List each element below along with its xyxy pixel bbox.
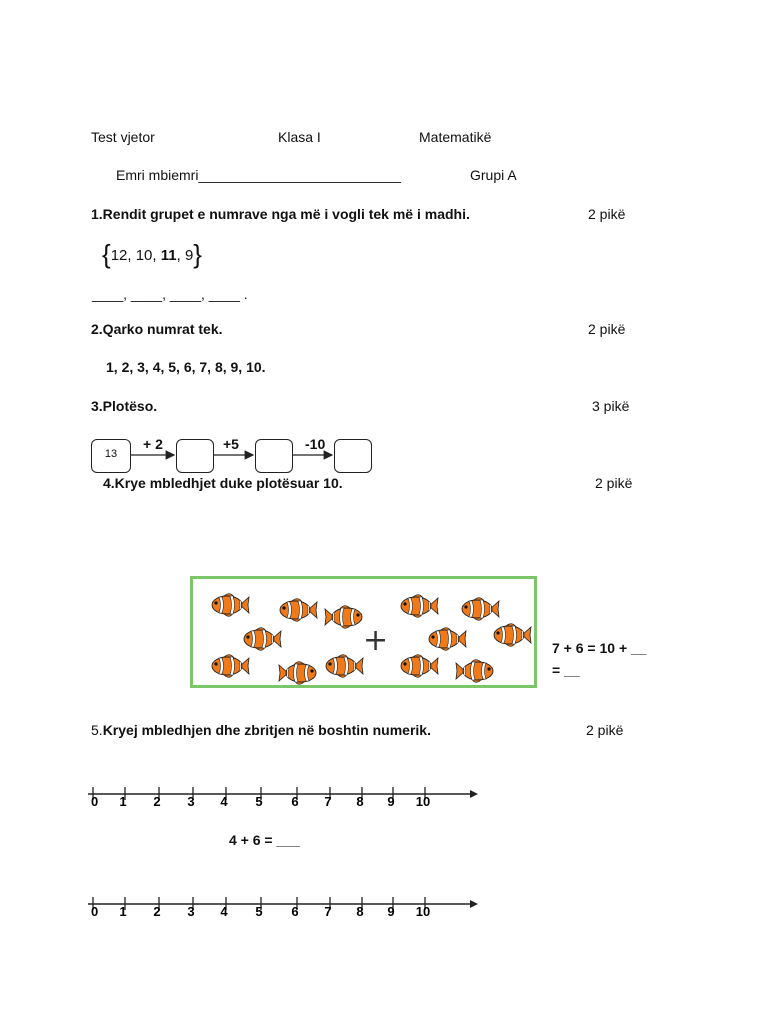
- number-line-tick-label: 5: [255, 794, 263, 809]
- q3-start-value: 13: [104, 448, 118, 460]
- number-line-tick-label: 0: [91, 794, 99, 809]
- clownfish-icon: [399, 653, 439, 679]
- set-number: 11: [160, 247, 177, 264]
- q3-step-1: + 2: [143, 436, 163, 452]
- q5-title-text: Kryej mbledhjen dhe zbritjen në boshtin numerik.: [102, 722, 431, 738]
- q3-points: 3 pikë: [592, 398, 630, 414]
- q4-equation-line-1: 7 + 6 = 10 + __: [552, 640, 647, 656]
- number-line-tick-label: 2: [153, 904, 161, 919]
- clownfish-icon: [278, 597, 318, 623]
- number-line-tick-label: 4: [220, 904, 228, 919]
- test-title: Test vjetor: [91, 129, 155, 145]
- q4-title: 4.Krye mbledhjet duke plotësuar 10.: [103, 475, 343, 491]
- set-number: 10: [135, 247, 153, 264]
- set-number: 12: [110, 247, 128, 264]
- q3-step-2: +5: [223, 436, 239, 452]
- clownfish-icon: [427, 626, 467, 652]
- number-line-2: [0, 880, 520, 930]
- number-line-tick-label: 6: [291, 794, 299, 809]
- clownfish-icon: [399, 593, 439, 619]
- set-number: 9: [184, 247, 194, 264]
- q1-number-set: {12, 10, 11, 9}: [102, 239, 202, 269]
- number-line-tick-label: 4: [220, 794, 228, 809]
- subject-label: Matematikë: [419, 129, 492, 145]
- q5-equation: 4 + 6 = ___: [229, 832, 300, 848]
- number-line-tick-label: 1: [119, 794, 127, 809]
- number-line-tick-label: 8: [356, 794, 364, 809]
- clownfish-icon: [242, 626, 282, 652]
- group-label: Grupi A: [470, 167, 517, 183]
- clownfish-icon: [324, 604, 364, 630]
- number-line-tick-label: 5: [255, 904, 263, 919]
- q3-step-3: -10: [305, 436, 326, 452]
- clownfish-icon: [460, 596, 500, 622]
- number-line-tick-label: 9: [387, 904, 395, 919]
- number-line-arrowhead: [470, 790, 478, 798]
- number-line-arrowhead: [470, 900, 478, 908]
- q1-title: 1.Rendit grupet e numrave nga më i vogli tek më i madhi.: [91, 206, 470, 222]
- clownfish-icon: [324, 653, 364, 679]
- q1-answer-line: ____, ____, ____, ____ .: [92, 286, 248, 302]
- number-line-tick-label: 0: [91, 904, 99, 919]
- q5-points: 2 pikë: [586, 722, 624, 738]
- q5-number: 5.: [91, 722, 103, 738]
- number-line-tick-label: 2: [153, 794, 161, 809]
- q2-title: 2.Qarko numrat tek.: [91, 321, 223, 337]
- number-line-tick-label: 10: [415, 794, 431, 809]
- clownfish-icon: [278, 660, 318, 686]
- q1-points: 2 pikë: [588, 206, 626, 222]
- set-brace-open: {: [102, 239, 111, 269]
- q3-title: 3.Plotëso.: [91, 398, 158, 414]
- fish-plus-sign: +: [363, 623, 389, 658]
- q4-equation-line-2: = __: [552, 662, 580, 678]
- number-line-tick-label: 6: [291, 904, 299, 919]
- number-line-tick-label: 7: [324, 904, 332, 919]
- class-label: Klasa I: [278, 129, 321, 145]
- number-line-tick-label: 7: [324, 794, 332, 809]
- number-line-tick-label: 10: [415, 904, 431, 919]
- set-brace-close: }: [193, 239, 202, 269]
- number-line-tick-label: 3: [187, 904, 195, 919]
- number-line-tick-label: 1: [119, 904, 127, 919]
- q4-points: 2 pikë: [595, 475, 633, 491]
- clownfish-icon: [455, 658, 495, 684]
- clownfish-icon: [210, 653, 250, 679]
- number-line-tick-label: 9: [387, 794, 395, 809]
- q2-points: 2 pikë: [588, 321, 626, 337]
- number-line-1: [0, 770, 520, 820]
- q2-numbers: 1, 2, 3, 4, 5, 6, 7, 8, 9, 10.: [106, 359, 266, 375]
- number-line-tick-label: 8: [356, 904, 364, 919]
- number-line-tick-label: 3: [187, 794, 195, 809]
- clownfish-icon: [492, 622, 532, 648]
- clownfish-icon: [210, 592, 250, 618]
- name-field-label: Emri mbiemri__________________________: [116, 167, 401, 183]
- q5-title: [91, 722, 431, 738]
